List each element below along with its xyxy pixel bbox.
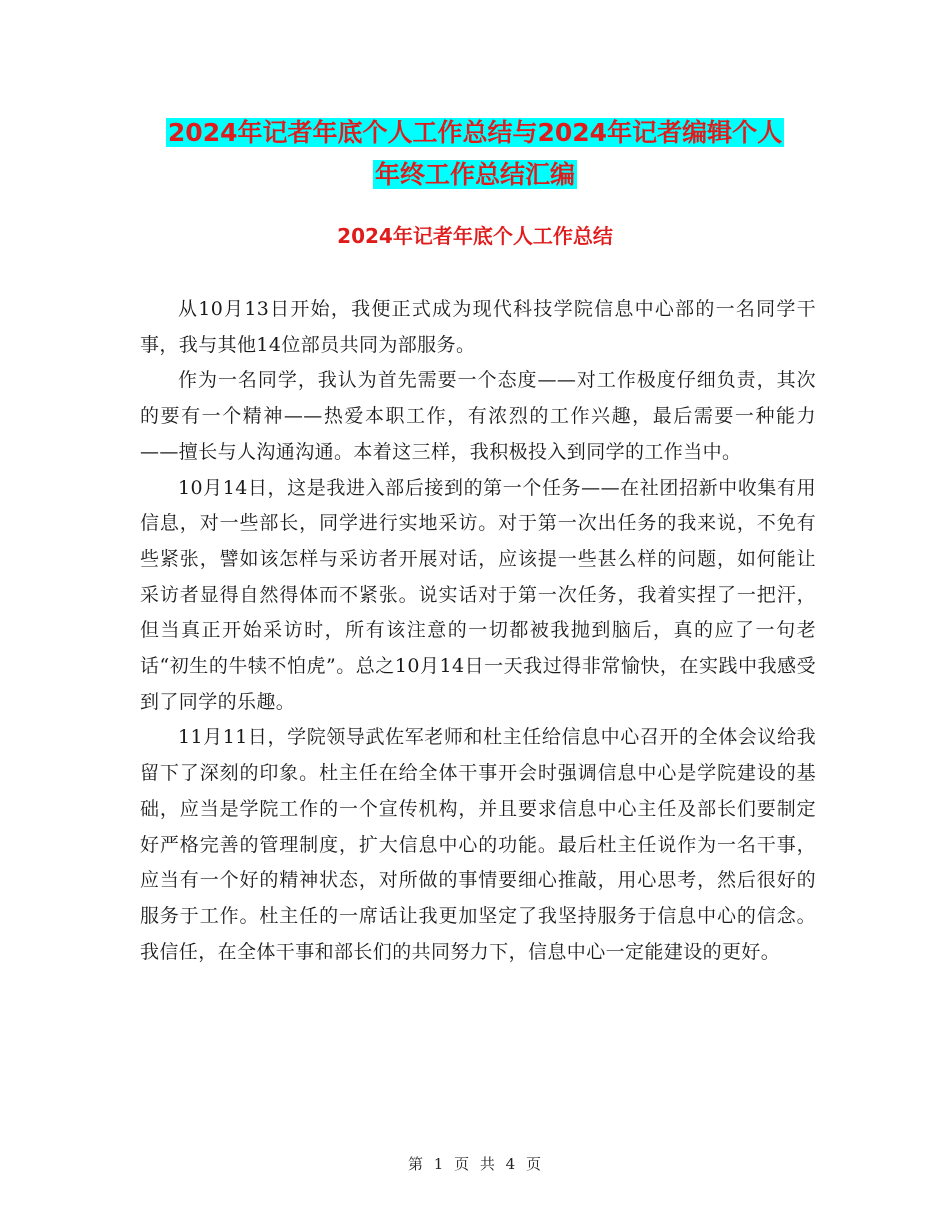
section-title: 2024年记者年底个人工作总结 — [337, 224, 613, 248]
page-number-footer: 第 1 页 共 4 页 — [408, 1155, 542, 1173]
document-title-line-2: 年终工作总结汇编 — [374, 160, 575, 189]
paragraph-1: 从10月13日开始，我便正式成为现代科技学院信息中心部的一名同学干事，我与其他14位部员共同为部服务。 — [140, 298, 816, 356]
document-title — [0, 112, 950, 196]
document-body — [140, 292, 816, 970]
document-title-line-1: 2024年记者年底个人工作总结与2024年记者编辑个人 — [167, 118, 783, 147]
paragraph-3: 10月14日，这是我进入部后接到的第一个任务——在社团招新中收集有用信息，对一些部长，同学进行实地采访。对于第一次出任务的我来说，不免有些紧张，譬如该怎样与采访者开展对话，应该提一些甚么样的问题，如何能让采访者显得自然得体而不紧张。说实话对于第一次任务，我着实捏了一把汗，但当真正开始采访时，所有该注意的一切都被我抛到脑后，真的应了一句老话“初生的牛犊不怕虎”。总之10月14日一天我过得非常愉快，在实践中我感受到了同学的乐趣。 — [140, 476, 816, 713]
paragraph-2: 作为一名同学，我认为首先需要一个态度——对工作极度仔细负责，其次的要有一个精神——热爱本职工作，有浓烈的工作兴趣，最后需要一种能力——擅长与人沟通沟通。本着这三样，我积极投入到同学的工作当中。 — [140, 369, 816, 463]
paragraph-4: 11月11日，学院领导武佐军老师和杜主任给信息中心召开的全体会议给我留下了深刻的印象。杜主任在给全体干事开会时强调信息中心是学院建设的基础，应当是学院工作的一个宣传机构，并且要求信息中心主任及部长们要制定好严格完善的管理制度，扩大信息中心的功能。最后杜主任说作为一名干事，应当有一个好的精神状态，对所做的事情要细心推敲，用心思考，然后很好的服务于工作。杜主任的一席话让我更加坚定了我坚持服务于信息中心的信念。我信任，在全体干事和部长们的共同努力下，信息中心一定能建设的更好。 — [140, 726, 816, 963]
